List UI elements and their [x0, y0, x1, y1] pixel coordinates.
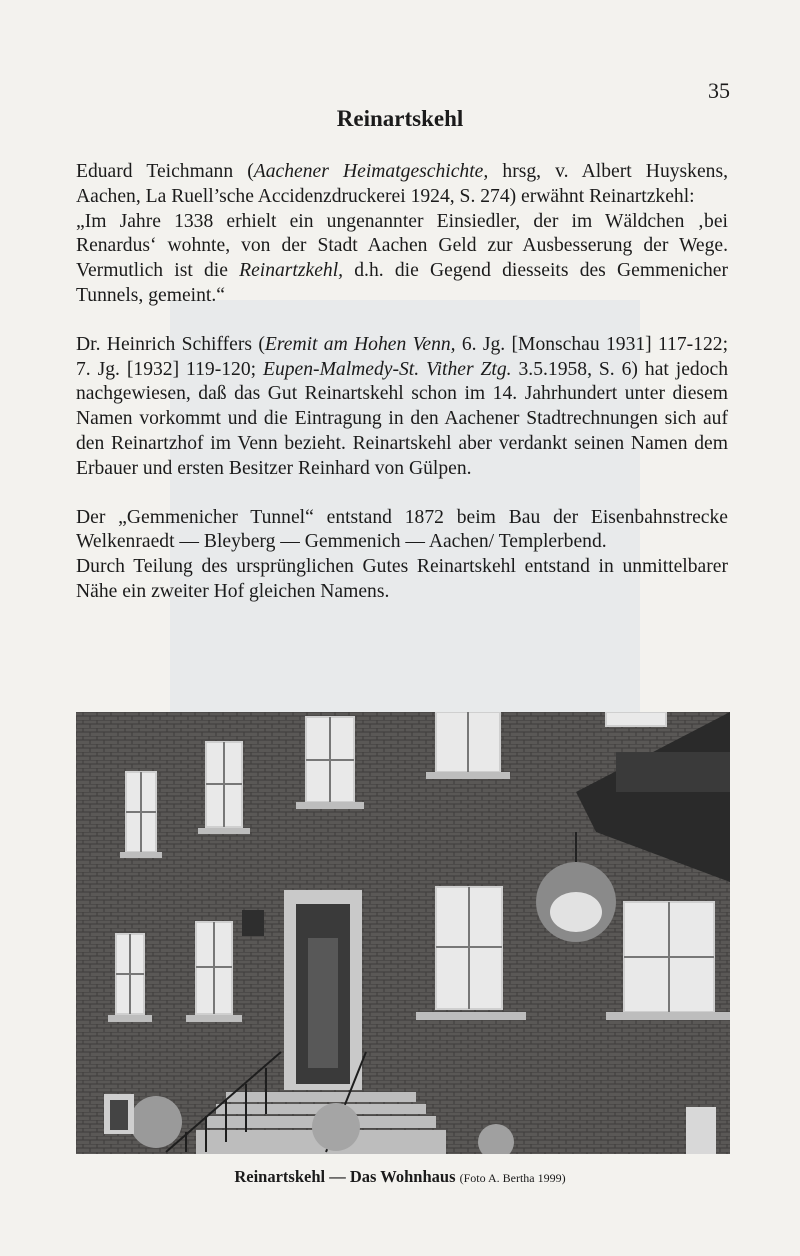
caption-title: Reinartskehl — Das Wohnhaus [234, 1167, 456, 1186]
photo-caption [0, 1167, 800, 1187]
page-number: 35 [708, 78, 730, 103]
paragraph-tunnel: Der „Gemmenicher Tunnel“ entstand 1872 beim Bau der Eisenbahnstrecke Welkenraedt — Bleyberg — Gemmenich — Aachen/ Templerbend. [76, 506, 728, 553]
paragraph-division: Durch Teilung des ursprünglichen Gutes Reinartskehl entstand in unmittelbarer Nähe ein zweiter Hof gleichen Namens. [76, 556, 728, 602]
paragraph-quote: „Im Jahre 1338 erhielt ein ungenannter Einsiedler, der im Wäldchen ‚bei Renardus‘ wohnte, von der Stadt Aachen Geld zur Ausbesserung der Wege. Vermutlich ist die Reinartzkehl, d.h. die Gegend diesseits des Gemmenicher Tunnels, gemeint.“ [76, 210, 728, 306]
page-title: Reinartskehl [336, 106, 464, 131]
house-photo-drawing [76, 712, 730, 1154]
house-photo [76, 712, 730, 1154]
caption-credit: (Foto A. Bertha 1999) [459, 1171, 566, 1185]
paragraph-schiffers: Dr. Heinrich Schiffers (Eremit am Hohen Venn, 6. Jg. [Monschau 1931] 117-122; 7. Jg. [1932] 119-120; Eupen-Malmedy-St. Vither Ztg. 3.5.1958, S. 6) hat jedoch nachgewiesen, daß das Gut Reinartskehl schon im 14. Jahrhundert unter diesem Namen vorkommt und die Eintragung in den Aachener Stadtrechnungen sich auf den Reinartzhof im Venn bezieht. Reinartskehl aber verdankt seinen Namen dem Erbauer und ersten Besitzer Reinhard von Gülpen. [76, 333, 729, 479]
paragraph-intro: Eduard Teichmann (Aachener Heimatgeschichte, hrsg, v. Albert Huyskens, Aachen, La Ruell’sche Accidenzdruckerei 1924, S. 274) erwähnt Reinartzkehl: [76, 161, 728, 207]
body-text [76, 160, 728, 605]
